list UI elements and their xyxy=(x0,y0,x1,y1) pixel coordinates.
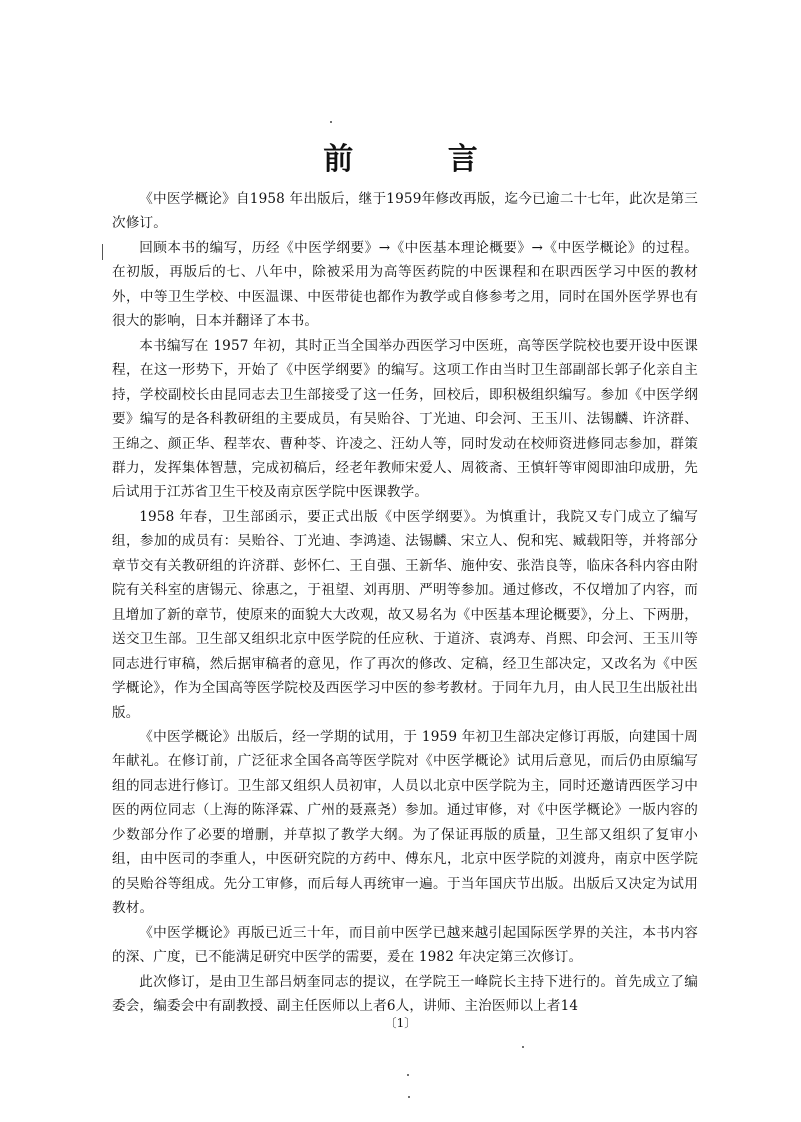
paragraph-3: 本书编写在 1957 年初，其时正当全国举办西医学习中医班，高等医学院校也要开设中医课程，在这一形势下，开始了《中医学纲要》的编写。这项工作由当时卫生部副部长郭子化亲自主持，学校副校长由昆同志去卫生部接受了这一任务，回校后，即积极组织编写。参加《中医学纲要》编写的是各科教研组的主要成员，有吴贻谷、丁光迪、印会河、王玉川、法锡麟、许济群、王绵之、颜正华、程莘农、曹种苓、许凌之、汪幼人等，同时发动在校师资进修同志参加，群策群力，发挥集体智慧，完成初稿后，经老年教师宋爱人、周筱斋、王慎轩等审阅即油印成册，先后试用于江苏省卫生干校及南京医学院中医课教学。 xyxy=(112,337,698,501)
paragraph-4: 1958 年春，卫生部函示，要正式出版《中医学纲要》。为慎重计，我院又专门成立了编写组，参加的成员有：吴贻谷、丁光迪、李鸿逵、法锡麟、宋立人、倪和宪、臧载阳等，并将部分章节交有关教研组的许济群、彭怀仁、王自强、王新华、施仲安、张浩良等，临床各科内容由附院有关科室的唐锡元、徐惠之，于祖望、刘再朋、严明等参加。通过修改，不仅增加了内容，而且增加了新的章节，使原来的面貌大大改观，故又易名为《中医基本理论概要》，分上、下两册，送交卫生部。卫生部又组织北京中医学院的任应秋、于道济、袁鸿寿、肖熙、印会河、王玉川等同志进行审稿，然后据审稿者的意见，作了再次的修改、定稿，经卫生部决定，又改名为《中医学概论》，作为全国高等医学院校及西医学习中医的参考教材。于同年九月，由人民卫生出版社出版。 xyxy=(112,508,698,721)
paragraph-2: 回顾本书的编写，历经《中医学纲要》→《中医基本理论概要》→《中医学概论》的过程。在初版，再版后的七、八年中，除被采用为高等医药院的中医课程和在职西医学习中医的教材外，中等卫生学校、中医温课、中医带徒也都作为教学或自修参考之用，同时在国外医学界也有很大的影响，日本并翻译了本书。 xyxy=(112,239,698,330)
paragraph-6: 《中医学概论》再版已近三十年，而目前中医学已越来越引起国际医学界的关注，本书内容的深、广度，已不能满足研究中医学的需要，爰在 1982 年决定第三次修订。 xyxy=(112,924,698,966)
margin-mark xyxy=(102,244,103,260)
page-number: 〔1〕 xyxy=(384,1016,417,1030)
preface-body xyxy=(112,187,698,1018)
scan-speck xyxy=(330,121,332,123)
paragraph-1: 《中医学概论》自1958 年出版后，继于1959年修改再版，迄今已逾二十七年，此次是第三次修订。 xyxy=(112,191,698,232)
paragraph-5: 《中医学概论》出版后，经一学期的试用，于 1959 年初卫生部决定修订再版，向建国十周年献礼。在修订前，广泛征求全国各高等医学院对《中医学概论》试用后意见，而后仍由原编写组的同志进行修订。卫生部又组织人员初审，人员以北京中医学院为主，同时还邀请西医学习中医的两位同志（上海的陈泽霖、广州的聂熹尧）参加。通过审修，对《中医学概论》一版内容的少数部分作了必要的增删，并草拟了教学大纲。为了保证再版的质量，卫生部又组织了复审小组，由中医司的李重人，中医研究院的方药中、傅东凡，北京中医学院的刘渡舟，南京中医学院的吴贻谷等组成。先分工审修，而后每人再统审一遍。于当年国庆节出版。出版后又决定为试用教材。 xyxy=(112,728,698,917)
scan-speck xyxy=(407,1074,409,1076)
scan-speck xyxy=(522,1046,524,1048)
paragraph-7: 此次修订，是由卫生部吕炳奎同志的提议，在学院王一峰院长主持下进行的。首先成立了编委会，编委会中有副教授、副主任医师以上者6人，讲师、主治医师以上者14 xyxy=(112,973,698,1014)
scan-speck xyxy=(408,1096,410,1098)
page-title: 前 言 xyxy=(323,142,520,177)
